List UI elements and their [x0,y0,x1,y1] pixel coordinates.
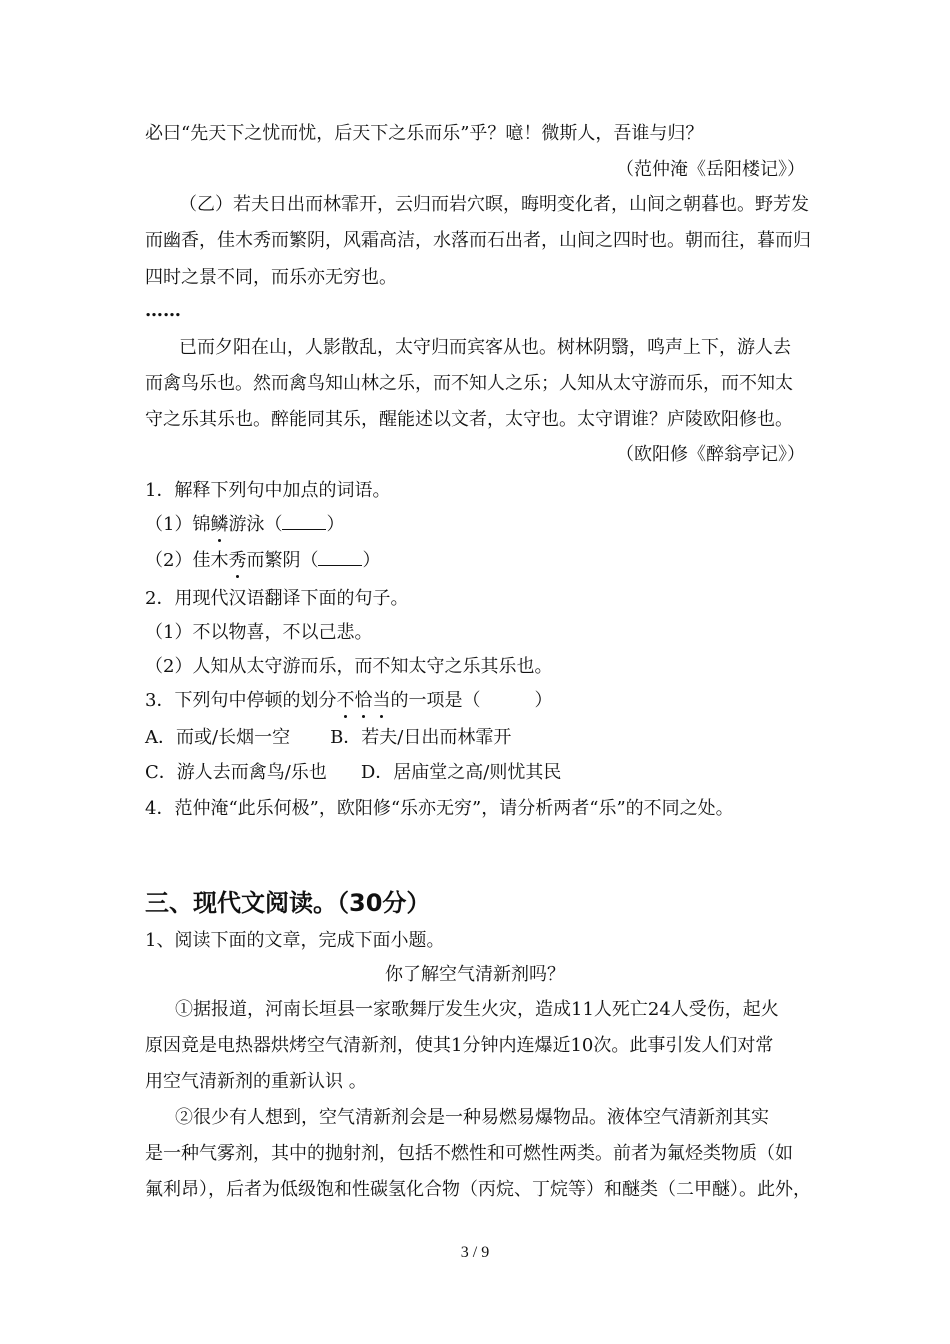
passage-a-last-line: 必曰“先天下之忧而忧，后天下之乐而乐”乎？噫！微斯人，吾谁与归？ [145,123,704,144]
ellipsis: …… [145,300,181,321]
question-4: 4．范仲淹“此乐何极”，欧阳修“乐亦无穷”，请分析两者“乐”的不同之处。 [145,798,734,819]
passage-b-line: 而幽香，佳木秀而繁阴，风霜高洁，水落而石出者，山间之四时也。朝而往，暮而归 [145,230,811,251]
answer-blank[interactable] [318,549,362,566]
question-2-stem: 2．用现代汉语翻译下面的句子。 [145,588,409,609]
passage-b-line: 四时之景不同，而乐亦无穷也。 [145,267,397,288]
source-citation-a: （范仲淹《岳阳楼记》） [616,159,805,180]
option-c: C．游人去而禽鸟/乐也 [145,762,327,783]
section-instruction: 1、阅读下面的文章，完成下面小题。 [145,930,445,951]
article-title: 你了解空气清新剂吗？ [385,964,565,985]
answer-blank[interactable] [282,513,326,530]
section-heading: 三、现代文阅读。（30分） [145,889,431,917]
passage-b-line: 已而夕阳在山，人影散乱，太守归而宾客从也。树林阴翳，鸣声上下，游人去 [179,337,791,358]
article-line: ②很少有人想到，空气清新剂会是一种易燃易爆物品。液体空气清新剂其实 [175,1107,769,1128]
article-line: 原因竟是电热器烘烤空气清新剂，使其1分钟内连爆近10次。此事引发人们对常 [145,1035,774,1056]
question-3-options-row-2 [145,761,815,785]
question-1-stem: 1．解释下列句中加点的词语。 [145,480,391,501]
option-b: B．若夫/日出而林霏开 [330,727,512,748]
question-2-item-2: （2）人知从太守游而乐，而不知太守之乐其乐也。 [145,656,553,677]
article-line: ①据报道，河南长垣县一家歌舞厅发生火灾，造成11人死亡24人受伤，起火 [175,999,779,1020]
page-number: 3 / 9 [460,1244,490,1261]
article-line: 用空气清新剂的重新认识 。 [145,1071,367,1092]
option-d: D．居庙堂之高/则忧其民 [360,762,562,783]
question-3-stem: 3．下列句中停顿的划分不恰当的一项是（ ） [145,690,553,711]
passage-b-line: （乙）若夫日出而林霏开，云归而岩穴暝，晦明变化者，山间之朝暮也。野芳发 [179,194,809,215]
source-citation-b: （欧阳修《醉翁亭记》） [616,444,805,465]
question-1-item-2: （2）佳木秀而繁阴（ ） [145,550,381,571]
passage-b-line: 守之乐其乐也。醉能同其乐，醒能述以文者，太守也。太守谓谁？庐陵欧阳修也。 [145,409,793,430]
question-1-item-1: （1）锦鳞游泳（ ） [145,514,345,535]
question-2-item-1: （1）不以物喜，不以己悲。 [145,622,373,643]
option-a: A．而或/长烟一空 [145,727,291,748]
question-3-options-row-1 [145,726,815,750]
article-line: 氟利昂），后者为低级饱和性碳氢化合物（丙烷、丁烷等）和醚类（二甲醚）。此外， [145,1179,811,1200]
dotted-char: 鳞 [210,514,229,535]
passage-b-line: 而禽鸟乐也。然而禽鸟知山林之乐，而不知人之乐；人知从太守游而乐，而不知太 [145,373,793,394]
article-line: 是一种气雾剂，其中的抛射剂，包括不燃性和可燃性两类。前者为氟烃类物质（如 [145,1143,793,1164]
dotted-char: 秀 [228,550,247,571]
